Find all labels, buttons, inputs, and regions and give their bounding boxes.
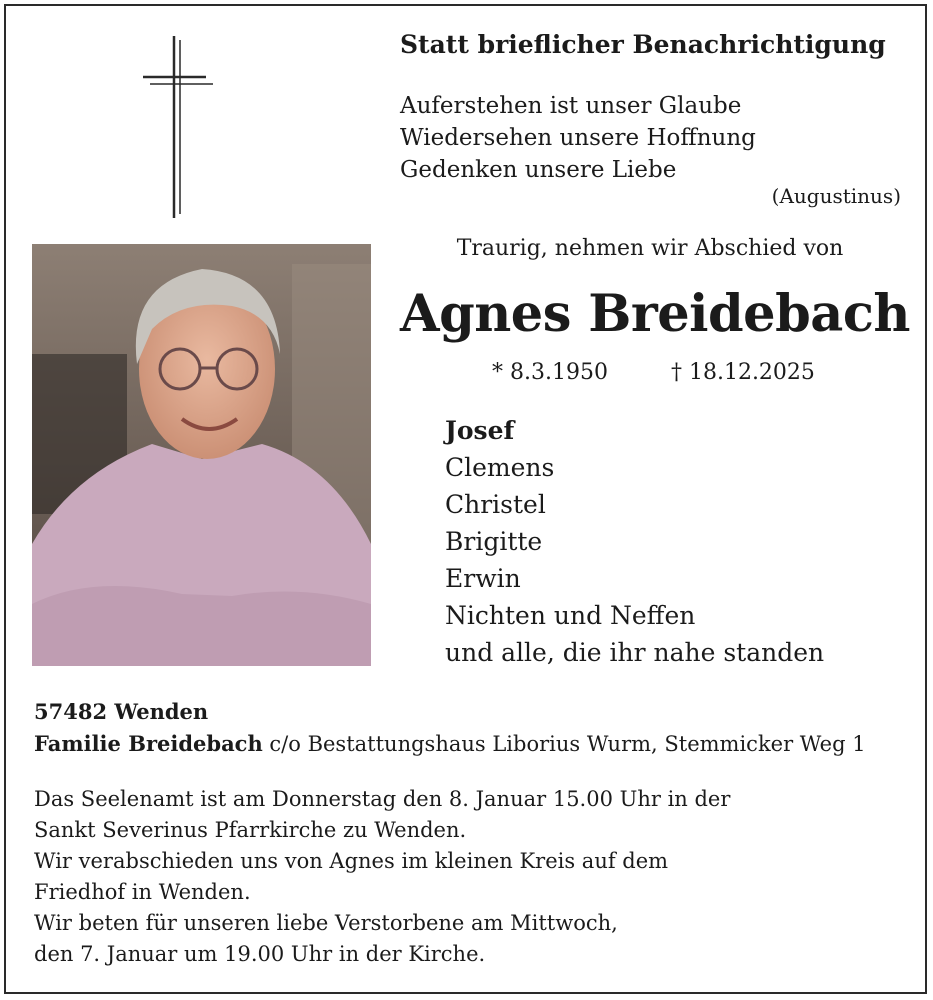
poem-line: Gedenken unsere Liebe [400,157,677,183]
mourner-name: Erwin [445,564,521,593]
service-info [34,784,730,970]
birth-date: * 8.3.1950 [492,360,608,385]
mourners-list [445,412,824,671]
mourner-name: Nichten und Neffen [445,601,696,630]
poem-line: Auferstehen ist unser Glaube [400,93,742,119]
notice-heading: Statt brieflicher Benachrichtigung [400,30,886,59]
service-line: den 7. Januar um 19.00 Uhr in der Kirche. [34,942,486,966]
address-family: Familie Breidebach [34,731,263,756]
portrait-photo [32,244,371,666]
intro-text: Traurig, nehmen wir Abschied von [456,236,844,261]
address-city: 57482 Wenden [34,699,209,724]
service-line: Friedhof in Wenden. [34,880,251,904]
service-line: Sankt Severinus Pfarrkirche zu Wenden. [34,818,467,842]
life-dates [492,360,815,385]
mourner-name: Brigitte [445,527,543,556]
death-date: † 18.12.2025 [670,360,815,385]
mourner-name: Clemens [445,453,555,482]
poem [400,90,756,186]
mourner-name: Christel [445,490,546,519]
service-line: Das Seelenamt ist am Donnerstag den 8. Januar 15.00 Uhr in der [34,787,731,811]
poem-author: (Augustinus) [771,184,901,208]
mourner-name: Josef [445,416,515,445]
address-care-of: c/o Bestattungshaus Liborius Wurm, Stemmicker Weg 1 [269,732,866,756]
poem-line: Wiedersehen unsere Hoffnung [400,125,756,151]
mourner-name: und alle, die ihr nahe standen [445,638,825,667]
deceased-name: Agnes Breidebach [400,284,910,344]
cross-icon [140,34,216,220]
service-line: Wir verabschieden uns von Agnes im kleinen Kreis auf dem [34,849,669,873]
service-line: Wir beten für unseren liebe Verstorbene am Mittwoch, [34,911,618,935]
family-address [34,696,866,760]
